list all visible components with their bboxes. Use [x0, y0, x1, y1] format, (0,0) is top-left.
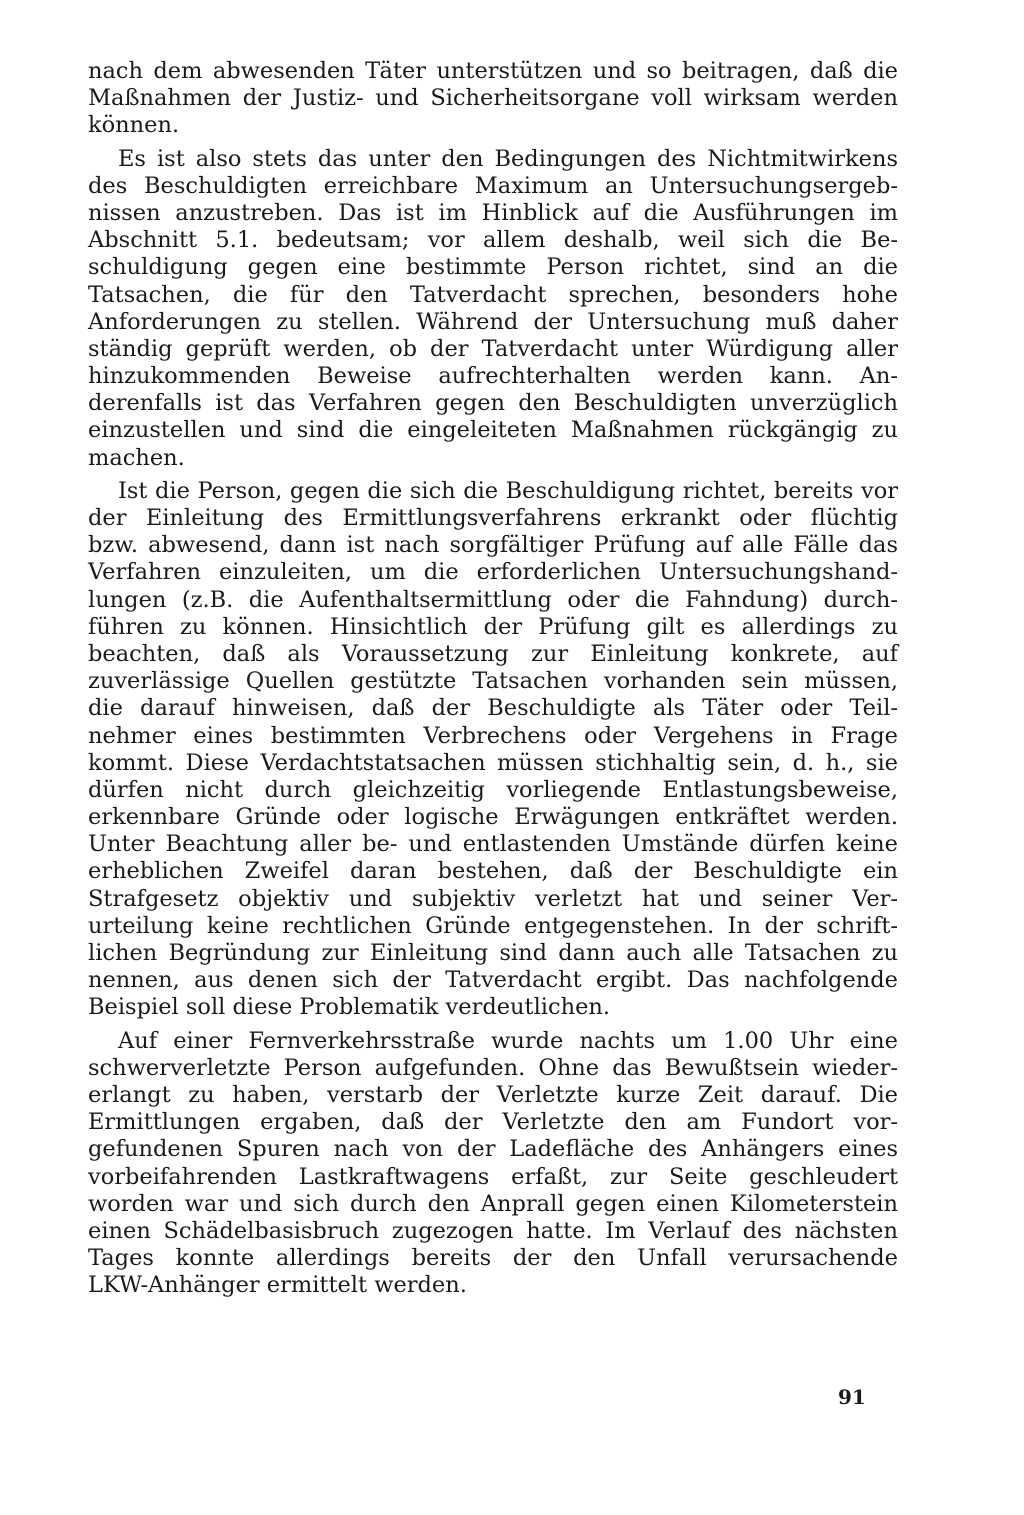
- text-line: schwerverletzte Person aufgefunden. Ohne das Bewußtsein wieder-: [88, 1054, 898, 1081]
- text-line: führen zu können. Hinsichtlich der Prüfung gilt es allerdings zu: [88, 613, 898, 640]
- text-line: beachten, daß als Voraussetzung zur Einleitung konkrete, auf: [88, 640, 898, 667]
- paragraph-2: [88, 146, 898, 472]
- text-line: Tages konnte allerdings bereits der den Unfall verursachende: [88, 1245, 898, 1272]
- text-line: bzw. abwesend, dann ist nach sorgfältiger Prüfung auf alle Fälle das: [88, 532, 898, 559]
- text-line: Ermittlungen ergaben, daß der Verletzte den am Fundort vor-: [88, 1109, 898, 1136]
- text-line: Es ist also stets das unter den Bedingungen des Nichtmitwirkens: [118, 145, 898, 172]
- page-number: 91: [838, 1385, 866, 1409]
- text-line: zuverlässige Quellen gestützte Tatsachen vorhanden sein müssen,: [88, 668, 898, 695]
- text-line: erlangt zu haben, verstarb der Verletzte kurze Zeit darauf. Die: [88, 1081, 898, 1108]
- text-line: Ist die Person, gegen die sich die Beschuldigung richtet, bereits vor: [118, 477, 898, 504]
- paragraph-4: [88, 1028, 898, 1300]
- text-line: derenfalls ist das Verfahren gegen den Beschuldigten unverzüglich: [88, 390, 898, 417]
- text-line: Auf einer Fernverkehrsstraße wurde nachts um 1.00 Uhr eine: [118, 1027, 898, 1054]
- text-line: Maßnahmen der Justiz- und Sicherheitsorgane voll wirksam werden: [88, 85, 898, 112]
- page-body-text: [88, 58, 898, 1299]
- text-line: kommt. Diese Verdachtstatsachen müssen stichhaltig sein, d. h., sie: [88, 749, 898, 776]
- text-line: einzustellen und sind die eingeleiteten Maßnahmen rückgängig zu: [88, 417, 898, 444]
- text-line: nennen, aus denen sich der Tatverdacht ergibt. Das nachfolgende: [88, 967, 898, 994]
- text-line: lichen Begründung zur Einleitung sind dann auch alle Tatsachen zu: [88, 940, 898, 966]
- text-line: Beispiel soll diese Problematik verdeutlichen.: [88, 994, 611, 1021]
- text-line: Abschnitt 5.1. bedeutsam; vor allem deshalb, weil sich die Be-: [88, 227, 898, 254]
- text-line: urteilung keine rechtlichen Gründe entgegenstehen. In der schrift-: [88, 912, 898, 939]
- text-line: lungen (z.B. die Aufenthaltsermittlung oder die Fahndung) durch-: [88, 586, 898, 613]
- text-line: nehmer eines bestimmten Verbrechens oder Vergehens in Frage: [88, 722, 898, 749]
- text-line: Verfahren einzuleiten, um die erforderlichen Untersuchungshand-: [88, 559, 898, 586]
- text-line: Unter Beachtung aller be- und entlastenden Umstände dürfen keine: [88, 831, 898, 858]
- text-line: gefundenen Spuren nach von der Ladefläche des Anhängers eines: [88, 1136, 898, 1163]
- text-line: einen Schädelbasisbruch zugezogen hatte. Im Verlauf des nächsten: [88, 1217, 898, 1244]
- text-line: machen.: [88, 444, 185, 471]
- text-line: erheblichen Zweifel daran bestehen, daß der Beschuldigte ein: [88, 858, 898, 885]
- paragraph-1: [88, 58, 898, 140]
- text-line: nach dem abwesenden Täter unterstützen und so beitragen, daß die: [88, 58, 898, 84]
- text-line: ständig geprüft werden, ob der Tatverdacht unter Würdigung aller: [88, 335, 898, 362]
- text-line: können.: [88, 112, 180, 139]
- text-line: des Beschuldigten erreichbare Maximum an Untersuchungsergeb-: [88, 172, 898, 199]
- text-line: Anforderungen zu stellen. Während der Untersuchung muß daher: [88, 308, 898, 335]
- text-line: erkennbare Gründe oder logische Erwägungen entkräftet werden.: [88, 804, 898, 831]
- paragraph-3: [88, 478, 898, 1022]
- text-line: schuldigung gegen eine bestimmte Person richtet, sind an die: [88, 254, 898, 281]
- text-line: die darauf hinweisen, daß der Beschuldigte als Täter oder Teil-: [88, 695, 898, 722]
- text-line: Tatsachen, die für den Tatverdacht sprechen, besonders hohe: [88, 281, 898, 308]
- text-line: worden war und sich durch den Anprall gegen einen Kilometerstein: [88, 1190, 898, 1217]
- text-line: dürfen nicht durch gleichzeitig vorliegende Entlastungsbeweise,: [88, 776, 898, 803]
- text-line: hinzukommenden Beweise aufrechterhalten werden kann. An-: [88, 363, 898, 390]
- text-line: LKW-Anhänger ermittelt werden.: [88, 1272, 467, 1299]
- text-line: nissen anzustreben. Das ist im Hinblick auf die Ausführungen im: [88, 199, 898, 226]
- text-line: Strafgesetz objektiv und subjektiv verletzt hat und seiner Ver-: [88, 885, 898, 912]
- text-line: der Einleitung des Ermittlungsverfahrens erkrankt oder flüchtig: [88, 505, 898, 531]
- text-line: vorbeifahrenden Lastkraftwagens erfaßt, zur Seite geschleudert: [88, 1163, 898, 1190]
